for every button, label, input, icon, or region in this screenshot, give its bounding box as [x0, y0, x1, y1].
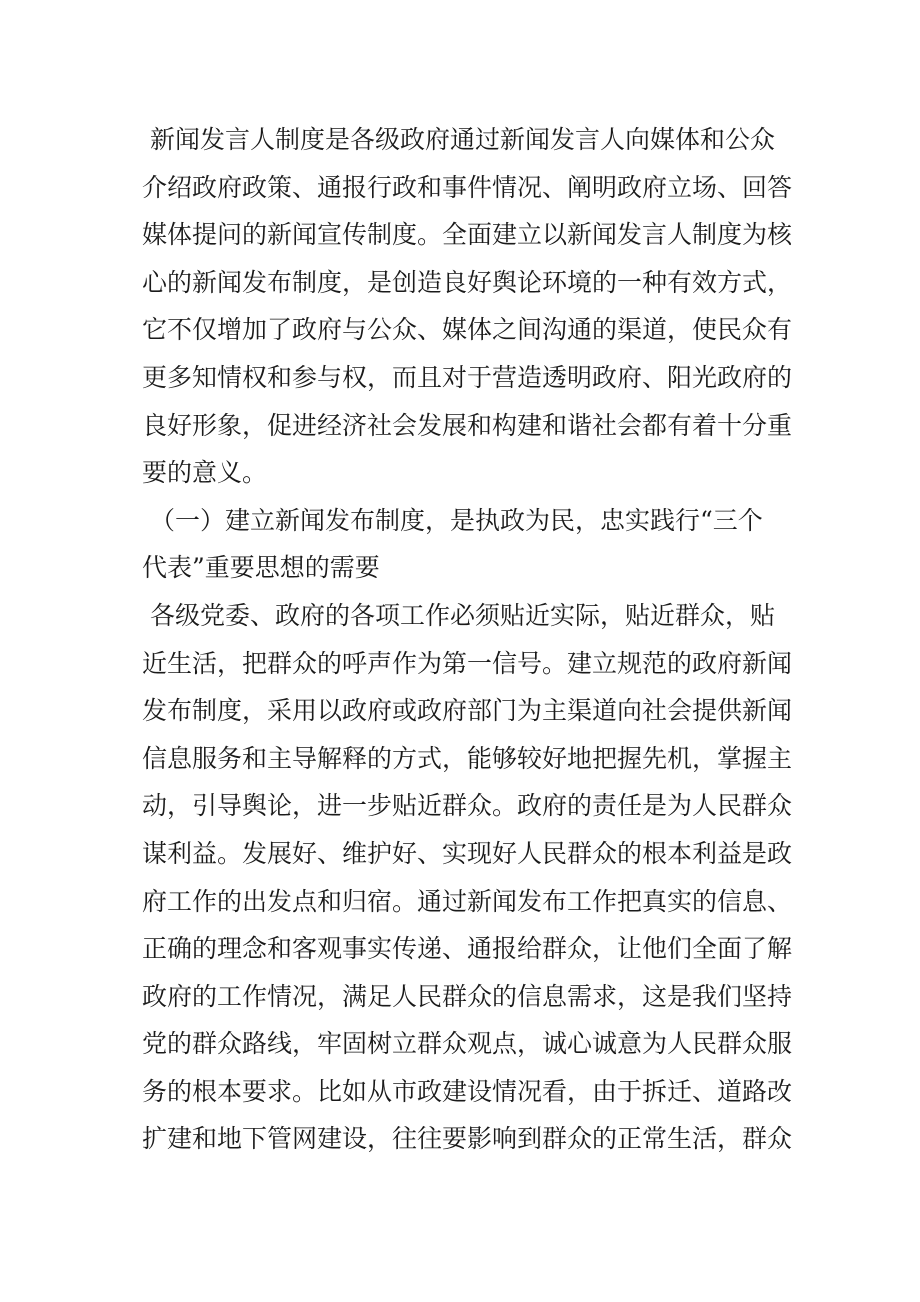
text-line: 要的意义。 — [142, 458, 268, 488]
section-heading-line: （一）建立新闻发布制度，是执政为民，忠实践行“三个 — [142, 505, 763, 535]
text-line: 近生活，把群众的呼声作为第一信号。建立规范的政府新闻 — [142, 648, 793, 678]
text-line: 府工作的出发点和归宿。通过新闻发布工作把真实的信息、 — [142, 886, 793, 916]
text-line: 党的群众路线，牢固树立群众观点，诚心诚意为人民群众服 — [142, 1029, 793, 1059]
text-line: 务的根本要求。比如从市政建设情况看，由于拆迁、道路改 — [142, 1076, 793, 1106]
text-line: 介绍政府政策、通报行政和事件情况、阐明政府立场、回答 — [142, 172, 793, 202]
text-line: 正确的理念和客观事实传递、通报给群众，让他们全面了解 — [142, 934, 793, 964]
text-line: 信息服务和主导解释的方式，能够较好地把握先机，掌握主 — [142, 743, 793, 773]
text-line: 发布制度，采用以政府或政府部门为主渠道向社会提供新闻 — [142, 696, 793, 726]
text-line: 媒体提问的新闻宣传制度。全面建立以新闻发言人制度为核 — [142, 220, 793, 250]
text-line: 动，引导舆论，进一步贴近群众。政府的责任是为人民群众 — [142, 791, 793, 821]
text-line: 各级党委、政府的各项工作必须贴近实际，贴近群众，贴 — [142, 600, 775, 630]
section-heading-line: 代表”重要思想的需要 — [142, 553, 380, 583]
text-line: 政府的工作情况，满足人民群众的信息需求，这是我们坚持 — [142, 981, 793, 1011]
text-line: 良好形象，促进经济社会发展和构建和谐社会都有着十分重 — [142, 410, 793, 440]
text-line: 心的新闻发布制度，是创造良好舆论环境的一种有效方式， — [142, 267, 793, 297]
text-line: 更多知情权和参与权，而且对于营造透明政府、阳光政府的 — [142, 362, 793, 392]
text-line: 它不仅增加了政府与公众、媒体之间沟通的渠道，使民众有 — [142, 315, 793, 345]
text-line: 新闻发言人制度是各级政府通过新闻发言人向媒体和公众 — [142, 125, 775, 154]
document-body — [142, 116, 802, 1163]
text-line: 谋利益。发展好、维护好、实现好人民群众的根本利益是政 — [142, 838, 793, 868]
text-line: 扩建和地下管网建设，往往要影响到群众的正常生活，群众 — [142, 1124, 793, 1154]
